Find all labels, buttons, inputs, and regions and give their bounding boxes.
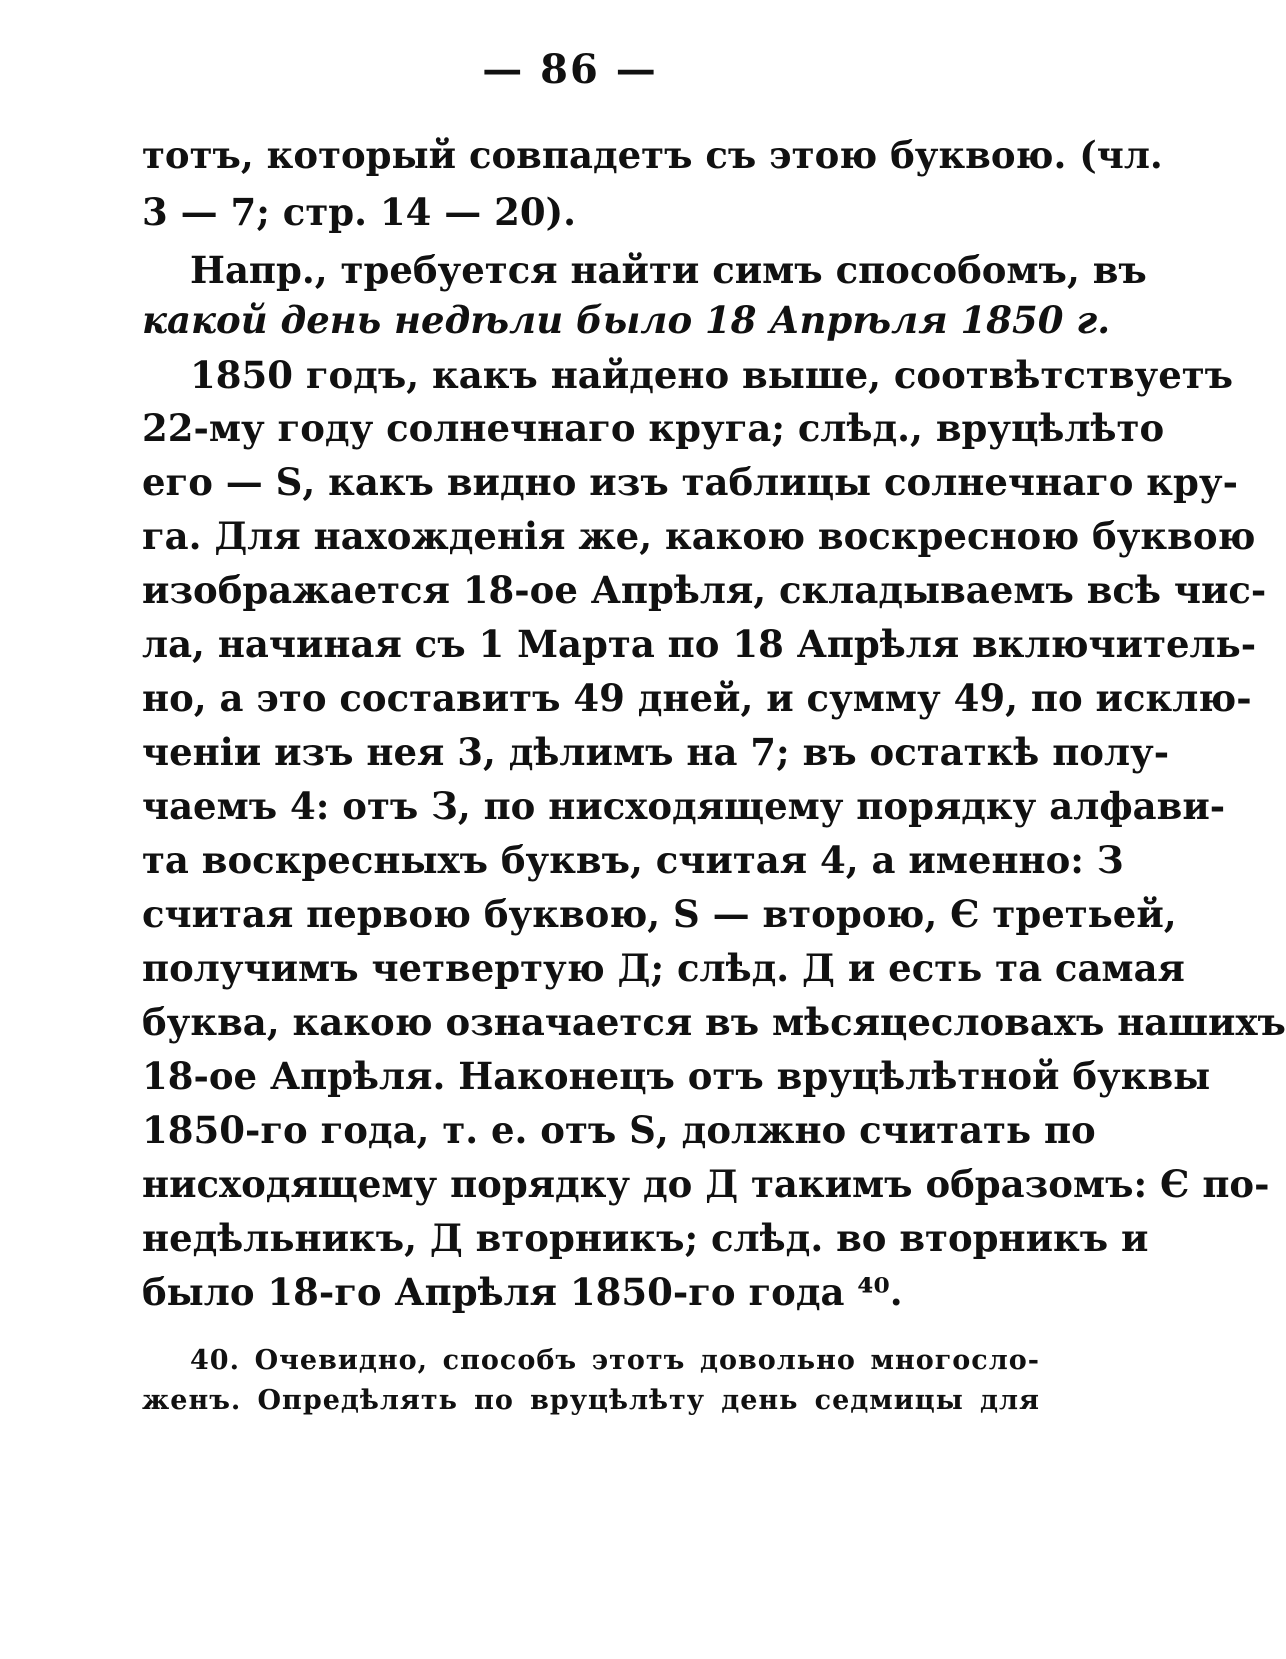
text-line-20: нисходящему порядку до Д такимъ образомъ: Є по- — [142, 1162, 1270, 1206]
text-line-4: какой день недѣли было 18 Апрѣля 1850 г. — [142, 298, 1111, 342]
text-line-3: Напр., требуется найти симъ способомъ, въ — [190, 248, 1147, 292]
text-line-14: та воскресныхъ буквъ, считая 4, а именно: З — [142, 838, 1124, 882]
text-line-5: 1850 годъ, какъ найдено выше, соотвѣтствуетъ — [190, 353, 1234, 397]
text-line-7: его — Ѕ, какъ видно изъ таблицы солнечнаго кру- — [142, 460, 1238, 504]
page-number: — 86 — — [482, 46, 658, 93]
text-line-19: 1850-го года, т. е. отъ Ѕ, должно считать по — [142, 1108, 1096, 1152]
footnote-line-2: женъ. Опредѣлять по вруцѣлѣту день седмицы для — [142, 1385, 1040, 1416]
footnote-line-1: 40. Очевидно, способъ этотъ довольно многосло- — [190, 1345, 1040, 1376]
text-line-21: недѣльникъ, Д вторникъ; слѣд. во вторникъ и — [142, 1216, 1149, 1260]
text-line-10: ла, начиная съ 1 Марта по 18 Апрѣля включитель- — [142, 622, 1257, 666]
text-line-15: считая первою буквою, Ѕ — второю, Є третьей, — [142, 892, 1177, 936]
text-line-6: 22-му году солнечнаго круга; слѣд., вруцѣлѣто — [142, 406, 1165, 450]
text-line-17: буква, какою означается въ мѣсяцесловахъ нашихъ — [142, 1000, 1286, 1044]
text-line-16: получимъ четвертую Д; слѣд. Д и есть та самая — [142, 946, 1185, 990]
text-line-1: тотъ, который совпадетъ съ этою буквою. (чл. — [142, 133, 1163, 177]
text-line-12: ченіи изъ нея 3, дѣлимъ на 7; въ остаткѣ полу- — [142, 730, 1170, 774]
text-line-11: но, а это составитъ 49 дней, и сумму 49, по исклю- — [142, 676, 1252, 720]
text-line-13: чаемъ 4: отъ З, по нисходящему порядку алфави- — [142, 784, 1226, 828]
text-line-9: изображается 18-ое Апрѣля, складываемъ всѣ чис- — [142, 568, 1267, 612]
text-line-2: 3 — 7; стр. 14 — 20). — [142, 190, 577, 234]
text-line-22: было 18-го Апрѣля 1850-го года ⁴⁰. — [142, 1270, 903, 1314]
text-line-8: га. Для нахожденія же, какою воскресною буквою — [142, 514, 1256, 558]
text-line-18: 18-ое Апрѣля. Наконецъ отъ вруцѣлѣтной буквы — [142, 1054, 1211, 1098]
